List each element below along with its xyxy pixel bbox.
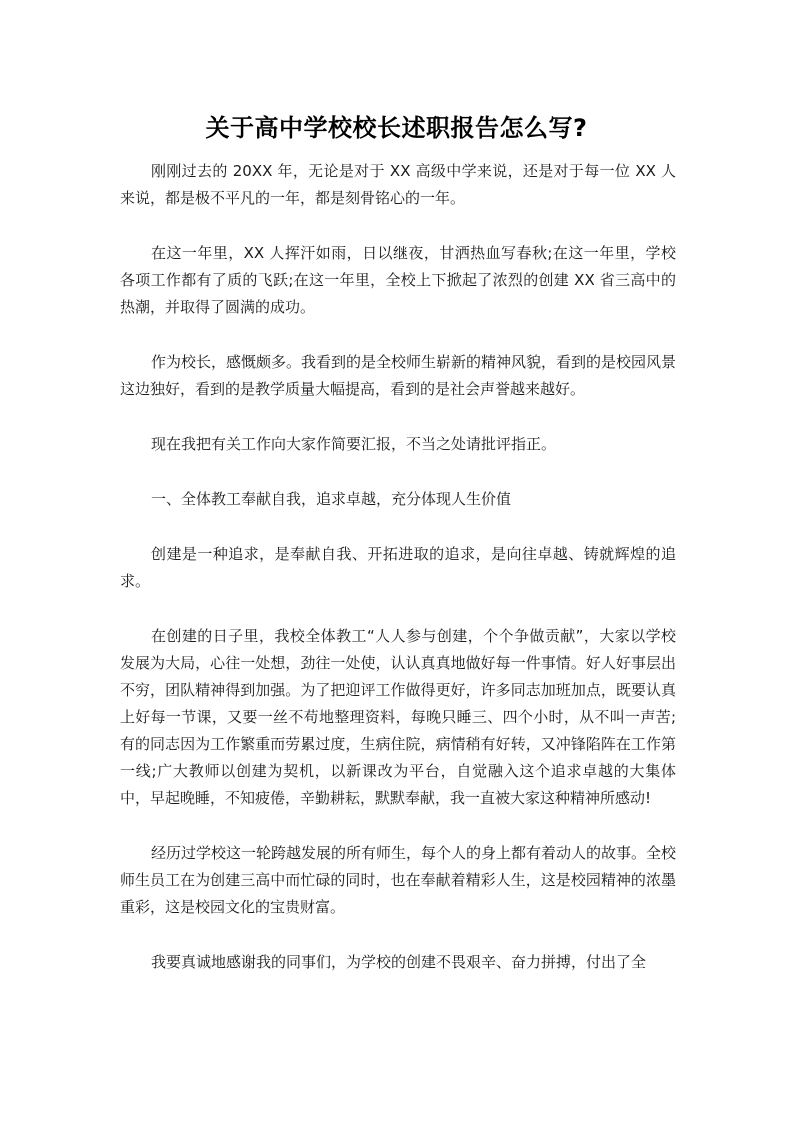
paragraph-staff-dedication: 在创建的日子里，我校全体教工“人人参与创建，个个争做贡献”，大家以学校发展为大局，心往一处想，劲往一处使，认认真真地做好每一件事情。好人好事层出不穷，团队精神得到加强。为了把迎评工作做得更好，许多同志加班加点，既要认真上好每一节课，又要一丝不苟地整理资料，每晚只睡三、四个小时，从不叫一声苦;有的同志因为工作繁重而劳累过度，生病住院，病情稍有好转，又冲锋陷阵在工作第一线;广大教师以创建为契机，以新课改为平台，自觉融入这个追求卓越的大集体中，早起晚睡，不知疲倦，辛勤耕耘，默默奉献，我一直被大家这种精神所感动! (120, 627, 676, 807)
paragraph-reflection: 作为校长，感慨颇多。我看到的是全校师生崭新的精神风貌，看到的是校园风景这边独好，看到的是教学质量大幅提高，看到的是社会声誉越来越好。 (120, 353, 677, 398)
paragraph-report-intro: 现在我把有关工作向大家作简要汇报，不当之处请批评指正。 (151, 435, 557, 453)
section-heading-1: 一、全体教工奉献自我，追求卓越，充分体现人生价值 (151, 490, 512, 508)
paragraph-thanks: 我要真诚地感谢我的同事们，为学校的创建不畏艰辛、奋力拼搏，付出了全 (151, 953, 647, 971)
document-title: 关于高中学校校长述职报告怎么写? (205, 114, 588, 142)
paragraph-intro: 刚刚过去的 20XX 年，无论是对于 XX 高级中学来说，还是对于每一位 XX 人来说，都是极不平凡的一年，都是刻骨铭心的一年。 (120, 162, 676, 207)
document-body (120, 158, 676, 1004)
paragraph-pursuit: 创建是一种追求，是奉献自我、开拓进取的追求，是向往卓越、铸就辉煌的追求。 (120, 545, 676, 590)
paragraph-year-review: 在这一年里，XX 人挥汗如雨，日以继夜，甘洒热血写春秋;在这一年里，学校各项工作都有了质的飞跃;在这一年里，全校上下掀起了浓烈的创建 XX 省三高中的热潮，并取得了圆满的成功。 (120, 244, 676, 316)
paragraph-stories: 经历过学校这一轮跨越发展的所有师生，每个人的身上都有着动人的故事。全校师生员工在为创建三高中而忙碌的同时，也在奉献着精彩人生，这是校园精神的浓墨重彩，这是校园文化的宝贵财富。 (120, 844, 677, 916)
